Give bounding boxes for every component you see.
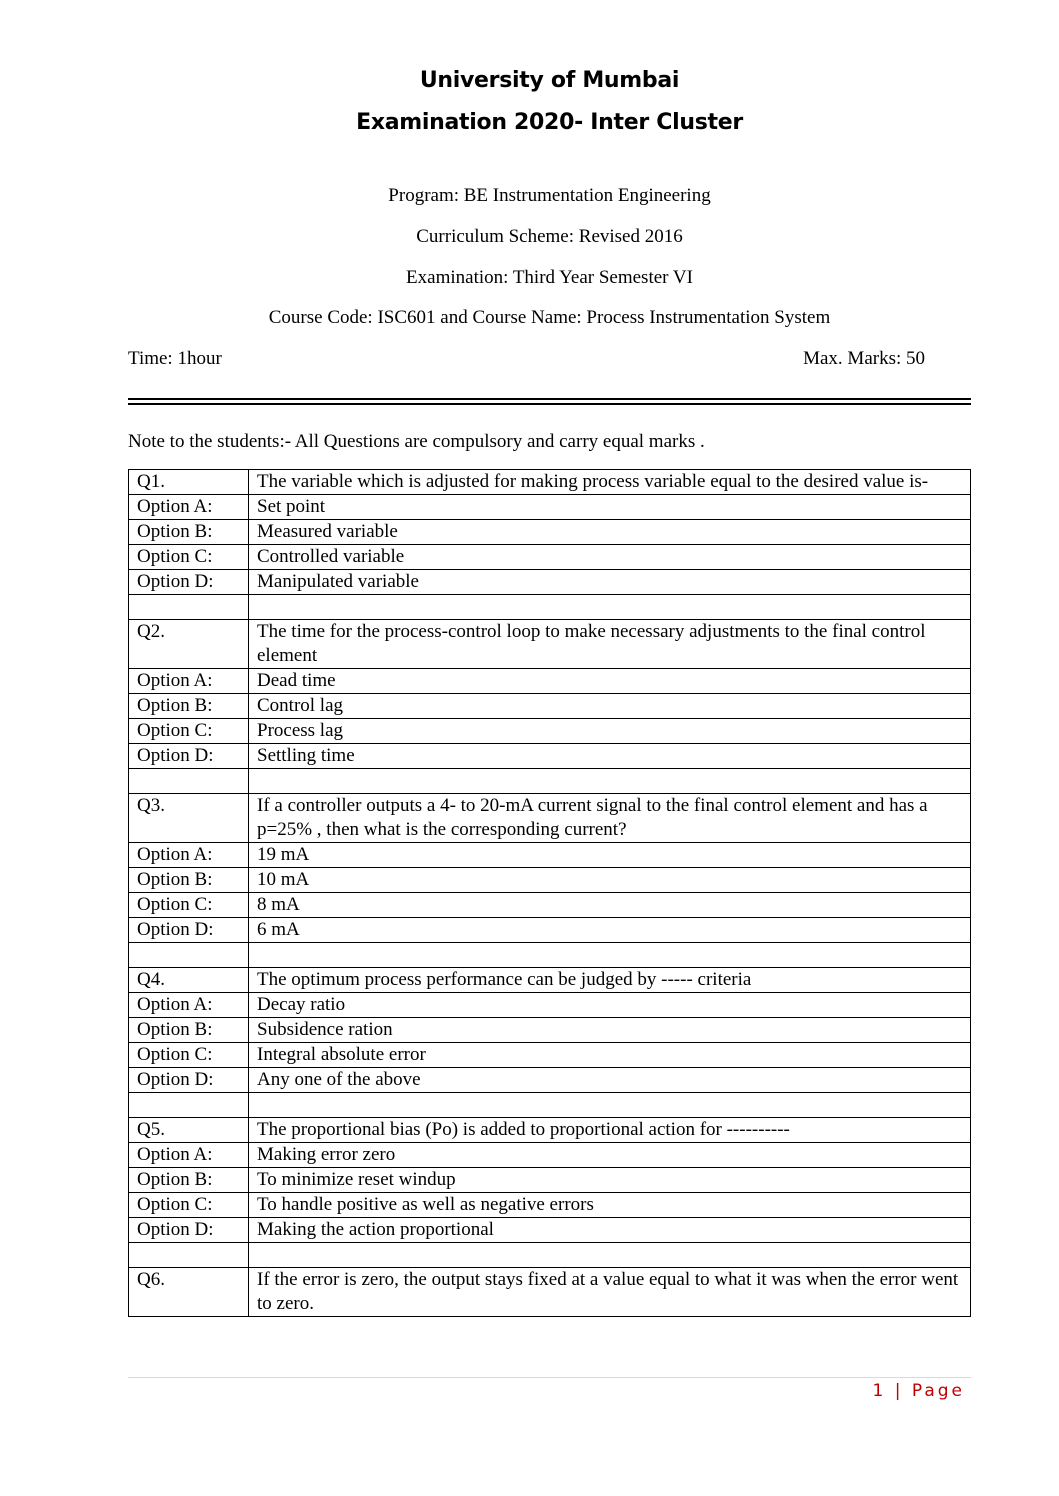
- option-row: [129, 1218, 971, 1243]
- option-row-label: Option C:: [129, 719, 249, 744]
- max-marks-label: Max. Marks: 50: [803, 348, 925, 369]
- question-row: [129, 1268, 971, 1317]
- option-row: [129, 1018, 971, 1043]
- spacer-row-text: [249, 769, 971, 794]
- option-row-label: Option B:: [129, 1018, 249, 1043]
- time-marks-row: [128, 347, 925, 371]
- course-line: Course Code: ISC601 and Course Name: Process Instrumentation System: [268, 307, 831, 328]
- option-row-label: Option C:: [129, 1193, 249, 1218]
- option-row-label: Option B:: [129, 694, 249, 719]
- option-row: [129, 868, 971, 893]
- spacer-row-label: [129, 769, 249, 794]
- option-row: [129, 993, 971, 1018]
- spacer-row-text: [249, 1243, 971, 1268]
- option-row-label: Option C:: [129, 1043, 249, 1068]
- question-row-label: Q3.: [129, 794, 249, 843]
- option-row-label: Option D:: [129, 1218, 249, 1243]
- option-row-text: To minimize reset windup: [249, 1168, 971, 1193]
- option-row-text: Controlled variable: [249, 545, 971, 570]
- spacer-row-label: [129, 1093, 249, 1118]
- option-row: [129, 1068, 971, 1093]
- examination-line: Examination: Third Year Semester VI: [406, 267, 693, 288]
- option-row-text: Set point: [249, 495, 971, 520]
- option-row: [129, 744, 971, 769]
- option-row: [129, 570, 971, 595]
- option-row-label: Option D:: [129, 744, 249, 769]
- question-row-text: The time for the process-control loop to make necessary adjustments to the final control element: [249, 620, 971, 669]
- option-row-label: Option A:: [129, 495, 249, 520]
- option-row-text: Process lag: [249, 719, 971, 744]
- question-row-text: The variable which is adjusted for making process variable equal to the desired value is-: [249, 470, 971, 495]
- option-row-text: Settling time: [249, 744, 971, 769]
- option-row-label: Option A:: [129, 669, 249, 694]
- option-row: [129, 843, 971, 868]
- option-row-label: Option B:: [129, 520, 249, 545]
- option-row: [129, 694, 971, 719]
- option-row-label: Option A:: [129, 993, 249, 1018]
- option-row: [129, 495, 971, 520]
- option-row: [129, 893, 971, 918]
- option-row-text: Measured variable: [249, 520, 971, 545]
- option-row-text: Any one of the above: [249, 1068, 971, 1093]
- spacer-row: [129, 595, 971, 620]
- curriculum-line: Curriculum Scheme: Revised 2016: [416, 226, 683, 247]
- divider-rule: [128, 398, 971, 400]
- question-row-label: Q2.: [129, 620, 249, 669]
- student-note: Note to the students:- All Questions are compulsory and carry equal marks .: [128, 431, 705, 452]
- question-row-text: If the error is zero, the output stays fixed at a value equal to what it was when the error went to zero.: [249, 1268, 971, 1317]
- spacer-row: [129, 1243, 971, 1268]
- program-line: Program: BE Instrumentation Engineering: [388, 185, 711, 206]
- question-row: [129, 620, 971, 669]
- option-row-label: Option D:: [129, 1068, 249, 1093]
- option-row: [129, 1143, 971, 1168]
- divider-rule: [128, 403, 971, 405]
- option-row-text: To handle positive as well as negative errors: [249, 1193, 971, 1218]
- spacer-row-text: [249, 943, 971, 968]
- spacer-row-label: [129, 595, 249, 620]
- option-row-label: Option B:: [129, 1168, 249, 1193]
- question-row-label: Q1.: [129, 470, 249, 495]
- question-row: [129, 470, 971, 495]
- footer-divider: [128, 1377, 971, 1378]
- spacer-row-label: [129, 1243, 249, 1268]
- option-row-text: Integral absolute error: [249, 1043, 971, 1068]
- time-label: Time: 1hour: [128, 348, 222, 369]
- option-row-text: 19 mA: [249, 843, 971, 868]
- option-row-text: Decay ratio: [249, 993, 971, 1018]
- question-row-label: Q5.: [129, 1118, 249, 1143]
- question-row: [129, 1118, 971, 1143]
- option-row-text: Manipulated variable: [249, 570, 971, 595]
- option-row: [129, 520, 971, 545]
- option-row-text: 8 mA: [249, 893, 971, 918]
- university-title: University of Mumbai: [419, 68, 680, 93]
- question-table-body: [129, 470, 971, 1317]
- option-row-text: Making the action proportional: [249, 1218, 971, 1243]
- spacer-row-text: [249, 595, 971, 620]
- question-table: [128, 469, 971, 1317]
- option-row-label: Option A:: [129, 843, 249, 868]
- question-row-text: If a controller outputs a 4- to 20-mA current signal to the final control element and has a p=25% , then what is the corresponding current?: [249, 794, 971, 843]
- exam-title: Examination 2020- Inter Cluster: [356, 110, 743, 135]
- option-row-text: Making error zero: [249, 1143, 971, 1168]
- question-row-label: Q4.: [129, 968, 249, 993]
- option-row-label: Option D:: [129, 570, 249, 595]
- option-row: [129, 1193, 971, 1218]
- option-row-text: Dead time: [249, 669, 971, 694]
- option-row: [129, 545, 971, 570]
- option-row-label: Option B:: [129, 868, 249, 893]
- question-row-text: The proportional bias (Po) is added to proportional action for ----------: [249, 1118, 971, 1143]
- option-row: [129, 719, 971, 744]
- option-row-label: Option C:: [129, 893, 249, 918]
- option-row-text: Control lag: [249, 694, 971, 719]
- option-row: [129, 1168, 971, 1193]
- option-row-label: Option A:: [129, 1143, 249, 1168]
- spacer-row: [129, 1093, 971, 1118]
- option-row: [129, 669, 971, 694]
- option-row-text: Subsidence ration: [249, 1018, 971, 1043]
- question-row: [129, 794, 971, 843]
- question-row-label: Q6.: [129, 1268, 249, 1317]
- option-row-label: Option D:: [129, 918, 249, 943]
- option-row-label: Option C:: [129, 545, 249, 570]
- option-row: [129, 918, 971, 943]
- question-row: [129, 968, 971, 993]
- option-row-text: 6 mA: [249, 918, 971, 943]
- spacer-row-text: [249, 1093, 971, 1118]
- spacer-row: [129, 943, 971, 968]
- option-row-text: 10 mA: [249, 868, 971, 893]
- question-row-text: The optimum process performance can be judged by ----- criteria: [249, 968, 971, 993]
- spacer-row-label: [129, 943, 249, 968]
- page-number: 1 | Page: [872, 1381, 965, 1401]
- spacer-row: [129, 769, 971, 794]
- option-row: [129, 1043, 971, 1068]
